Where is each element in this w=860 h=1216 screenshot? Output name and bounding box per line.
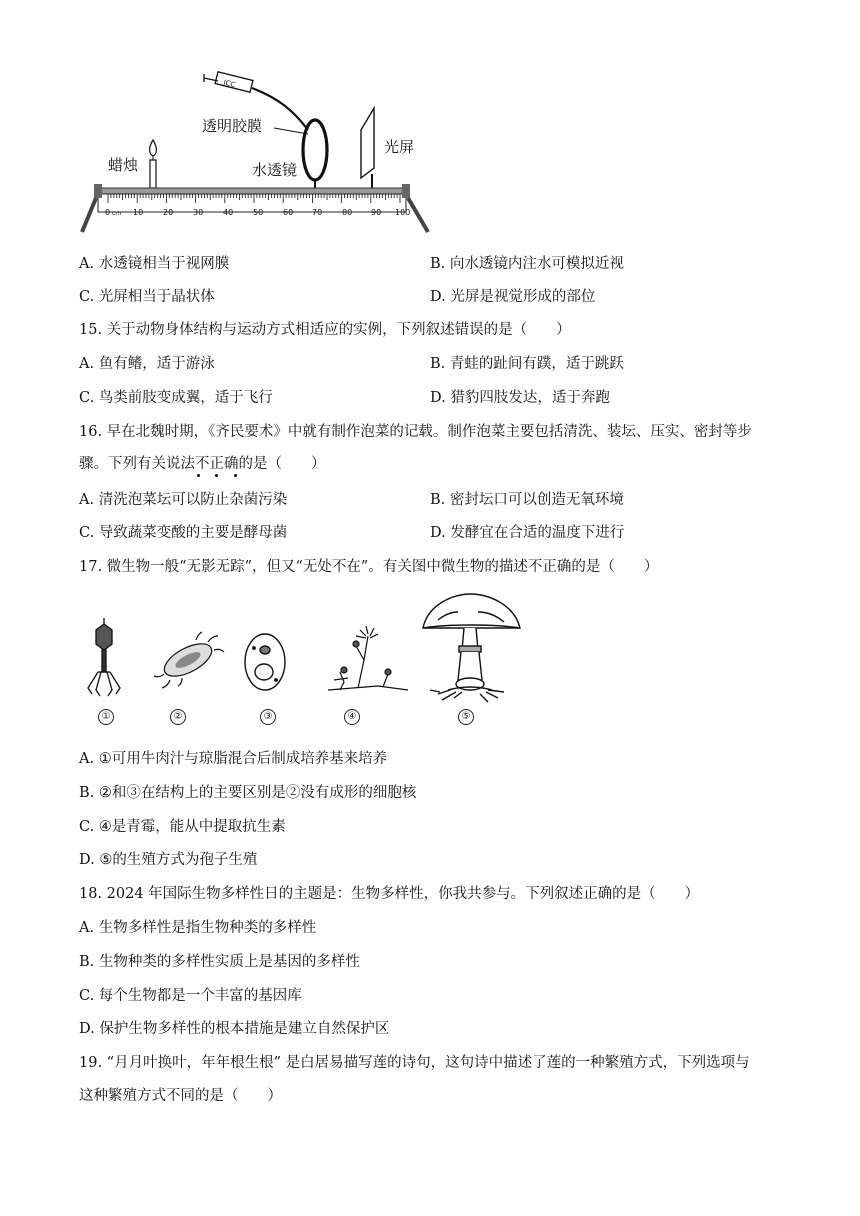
q15-option-b: B. 青蛙的趾间有蹼，适于跳跃 — [430, 356, 624, 372]
bacteriophage-icon — [88, 618, 120, 696]
water-lens-icon — [303, 120, 327, 180]
q14-option-d: D. 光屏是视觉形成的部位 — [430, 289, 596, 305]
mushroom-icon — [423, 594, 520, 702]
candle-label: 蜡烛 — [108, 156, 139, 174]
figure-number-2: ② — [170, 709, 186, 725]
q15-option-a: A. 鱼有鳍，适于游泳 — [79, 356, 215, 372]
screen-label: 光屏 — [384, 138, 415, 156]
film-label: 透明胶膜 — [202, 117, 263, 135]
q15-stem: 15. 关于动物身体结构与运动方式相适应的实例，下列叙述错误的是（ ） — [79, 322, 571, 338]
ruler-tick-label: 90 — [371, 208, 382, 217]
q19-stem-line2: 这种繁殖方式不同的是（ ） — [79, 1088, 282, 1104]
q18-option-d: D. 保护生物多样性的根本措施是建立自然保护区 — [79, 1021, 390, 1037]
microorganisms-drawing — [78, 590, 523, 710]
q16-option-b: B. 密封坛口可以创造无氧环境 — [430, 492, 624, 508]
figure-number-5: ⑤ — [458, 709, 474, 725]
q18-option-a: A. 生物多样性是指生物种类的多样性 — [79, 920, 317, 936]
penicillium-icon — [328, 626, 408, 690]
ruler-tick-label: 60 — [283, 208, 294, 217]
ruler-tick-labels — [78, 208, 438, 220]
ruler-tick-label: 10 — [133, 208, 144, 217]
candle-icon — [150, 140, 157, 188]
q16-stem-line1: 16. 早在北魏时期，《齐民要术》中就有制作泡菜的记载。制作泡菜主要包括清洗、装坛、压实、密封等步 — [79, 424, 752, 440]
q16-option-a: A. 清洗泡菜坛可以防止杂菌污染 — [79, 492, 288, 508]
q16-stem-after: 的是（ ） — [238, 456, 326, 472]
svg-text:ICC: ICC — [222, 78, 237, 90]
q15-option-d: D. 猎豹四肢发达，适于奔跑 — [430, 390, 610, 406]
q16-option-c: C. 导致蔬菜变酸的主要是酵母菌 — [79, 525, 288, 541]
bacterium-icon — [154, 632, 224, 688]
q17-option-a: A. ①可用牛肉汁与琼脂混合后制成培养基来培养 — [79, 751, 388, 767]
q17-stem: 17. 微生物一般“无影无踪”，但又“无处不在”。有关图中微生物的描述不正确的是（ ） — [79, 559, 659, 575]
q15-option-c: C. 鸟类前肢变成翼，适于飞行 — [79, 390, 273, 406]
ruler-tick-label: cm — [112, 210, 122, 217]
q17-option-d: D. ⑤的生殖方式为孢子生殖 — [79, 852, 258, 868]
q17-option-c: C. ④是青霉，能从中提取抗生素 — [79, 819, 286, 835]
q14-option-b: B. 向水透镜内注水可模拟近视 — [430, 256, 624, 272]
yeast-icon — [245, 634, 285, 690]
ruler-tick-label: 80 — [342, 208, 353, 217]
optics-bench-figure — [78, 70, 438, 240]
microorganisms-figure — [78, 590, 523, 735]
q16-emphasis-text: 不正确 — [195, 456, 239, 472]
ruler-tick-label: 0 — [105, 208, 111, 217]
ruler-tick-label: 50 — [253, 208, 264, 217]
q14-option-c: C. 光屏相当于晶状体 — [79, 289, 215, 305]
ruler-tick-label: 40 — [223, 208, 234, 217]
figure-number-3: ③ — [260, 709, 276, 725]
q17-option-b: B. ②和③在结构上的主要区别是②没有成形的细胞核 — [79, 785, 417, 801]
q19-stem-line1: 19. “月月叶换叶，年年根生根” 是白居易描写莲的诗句，这句诗中描述了莲的一种繁殖方式，下列选项与 — [79, 1055, 750, 1071]
q14-option-a: A. 水透镜相当于视网膜 — [79, 256, 230, 272]
light-screen-icon — [361, 108, 374, 188]
q16-stem-line2 — [79, 454, 326, 474]
ruler-tick-label: 100 — [395, 208, 411, 217]
q18-option-b: B. 生物种类的多样性实质上是基因的多样性 — [79, 954, 360, 970]
lens-label: 水透镜 — [252, 161, 298, 179]
ruler-tick-label: 30 — [193, 208, 204, 217]
figure-number-4: ④ — [344, 709, 360, 725]
q18-option-c: C. 每个生物都是一个丰富的基因库 — [79, 988, 302, 1004]
ruler-tick-label: 70 — [312, 208, 323, 217]
q16-stem-before: 骤。下列有关说法 — [79, 456, 195, 472]
q16-option-d: D. 发酵宜在合适的温度下进行 — [430, 525, 625, 541]
ruler-tick-label: 20 — [163, 208, 174, 217]
q16-stem-emphasis — [195, 456, 239, 472]
figure-number-1: ① — [98, 709, 114, 725]
q18-stem: 18. 2024 年国际生物多样性日的主题是：生物多样性，你我共参与。下列叙述正确的是（ ） — [79, 886, 700, 902]
